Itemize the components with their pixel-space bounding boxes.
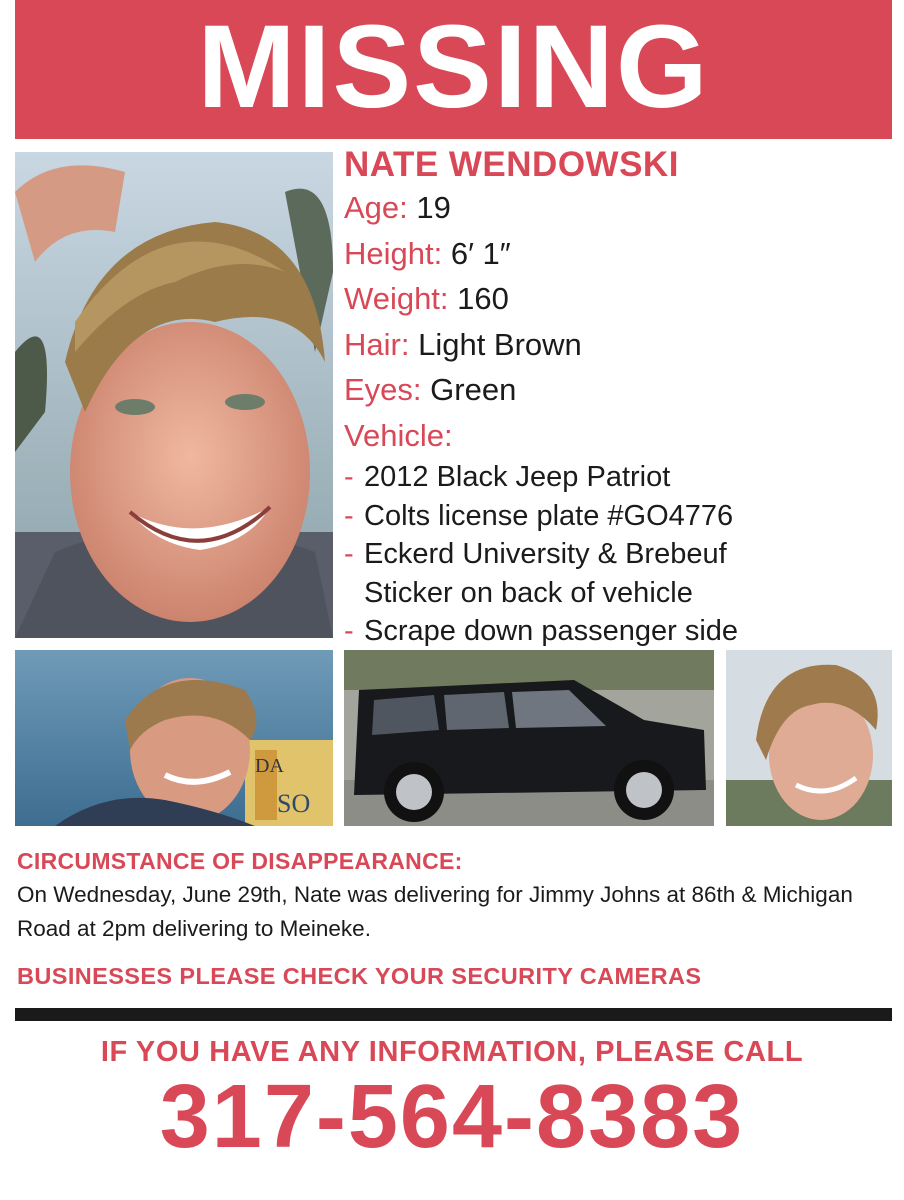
- vehicle-item: Sticker on back of vehicle: [364, 576, 693, 609]
- detail-value: 160: [457, 281, 509, 316]
- detail-label: Weight:: [344, 281, 449, 316]
- jeep-photo: [344, 650, 714, 826]
- dash-bullet: -: [344, 499, 354, 532]
- list-item: [344, 535, 894, 574]
- circumstance-body: On Wednesday, June 29th, Nate was delivering for Jimmy Johns at 86th & Michigan Road at 2pm delivering to Meineke.: [17, 882, 853, 941]
- vehicle-list: [344, 458, 894, 651]
- page-title: MISSING: [197, 0, 710, 133]
- sign-text: SO: [277, 789, 311, 818]
- divider: [15, 1008, 892, 1021]
- dash-bullet: -: [344, 615, 354, 647]
- detail-hair: [344, 322, 894, 368]
- list-item: [344, 458, 894, 497]
- detail-label: Height:: [344, 235, 443, 271]
- contact-prompt: IF YOU HAVE ANY INFORMATION, PLEASE CALL: [100, 1036, 804, 1068]
- detail-value: Light Brown: [418, 326, 582, 362]
- detail-label: Eyes:: [344, 372, 422, 407]
- portrait-photo: [15, 152, 333, 638]
- person-name: NATE WENDOWSKI: [344, 145, 679, 184]
- list-item: [344, 612, 894, 651]
- detail-label: Hair:: [344, 326, 410, 362]
- sign-text: DA: [255, 755, 284, 777]
- detail-height: [344, 231, 894, 277]
- detail-weight: [344, 276, 894, 322]
- vehicle-item: Eckerd University & Brebeuf: [364, 538, 727, 570]
- detail-label: Vehicle:: [344, 417, 453, 453]
- closeup-photo: [726, 650, 892, 826]
- detail-eyes: [344, 367, 894, 413]
- lake-photo: [15, 650, 333, 826]
- detail-age: [344, 185, 894, 231]
- person-details: [344, 145, 894, 651]
- contact-phone: 317-564-8383: [159, 1067, 745, 1167]
- vehicle-item: Colts license plate #GO4776: [364, 499, 734, 532]
- list-item: [344, 497, 894, 536]
- header-banner: [15, 0, 892, 139]
- dash-bullet: -: [344, 538, 354, 570]
- vehicle-heading: [344, 413, 894, 459]
- detail-label: Age:: [344, 190, 408, 225]
- detail-value: Green: [430, 372, 517, 407]
- circumstance-heading: CIRCUMSTANCE OF DISAPPEARANCE:: [17, 848, 463, 874]
- detail-value: 6′ 1″: [450, 235, 511, 271]
- businesses-notice: BUSINESSES PLEASE CHECK YOUR SECURITY CAMERAS: [17, 963, 702, 989]
- vehicle-item: 2012 Black Jeep Patriot: [364, 461, 671, 493]
- detail-value: 19: [416, 190, 451, 225]
- list-item-continued: [344, 574, 894, 613]
- dash-bullet: -: [344, 461, 354, 493]
- vehicle-item: Scrape down passenger side: [364, 615, 739, 647]
